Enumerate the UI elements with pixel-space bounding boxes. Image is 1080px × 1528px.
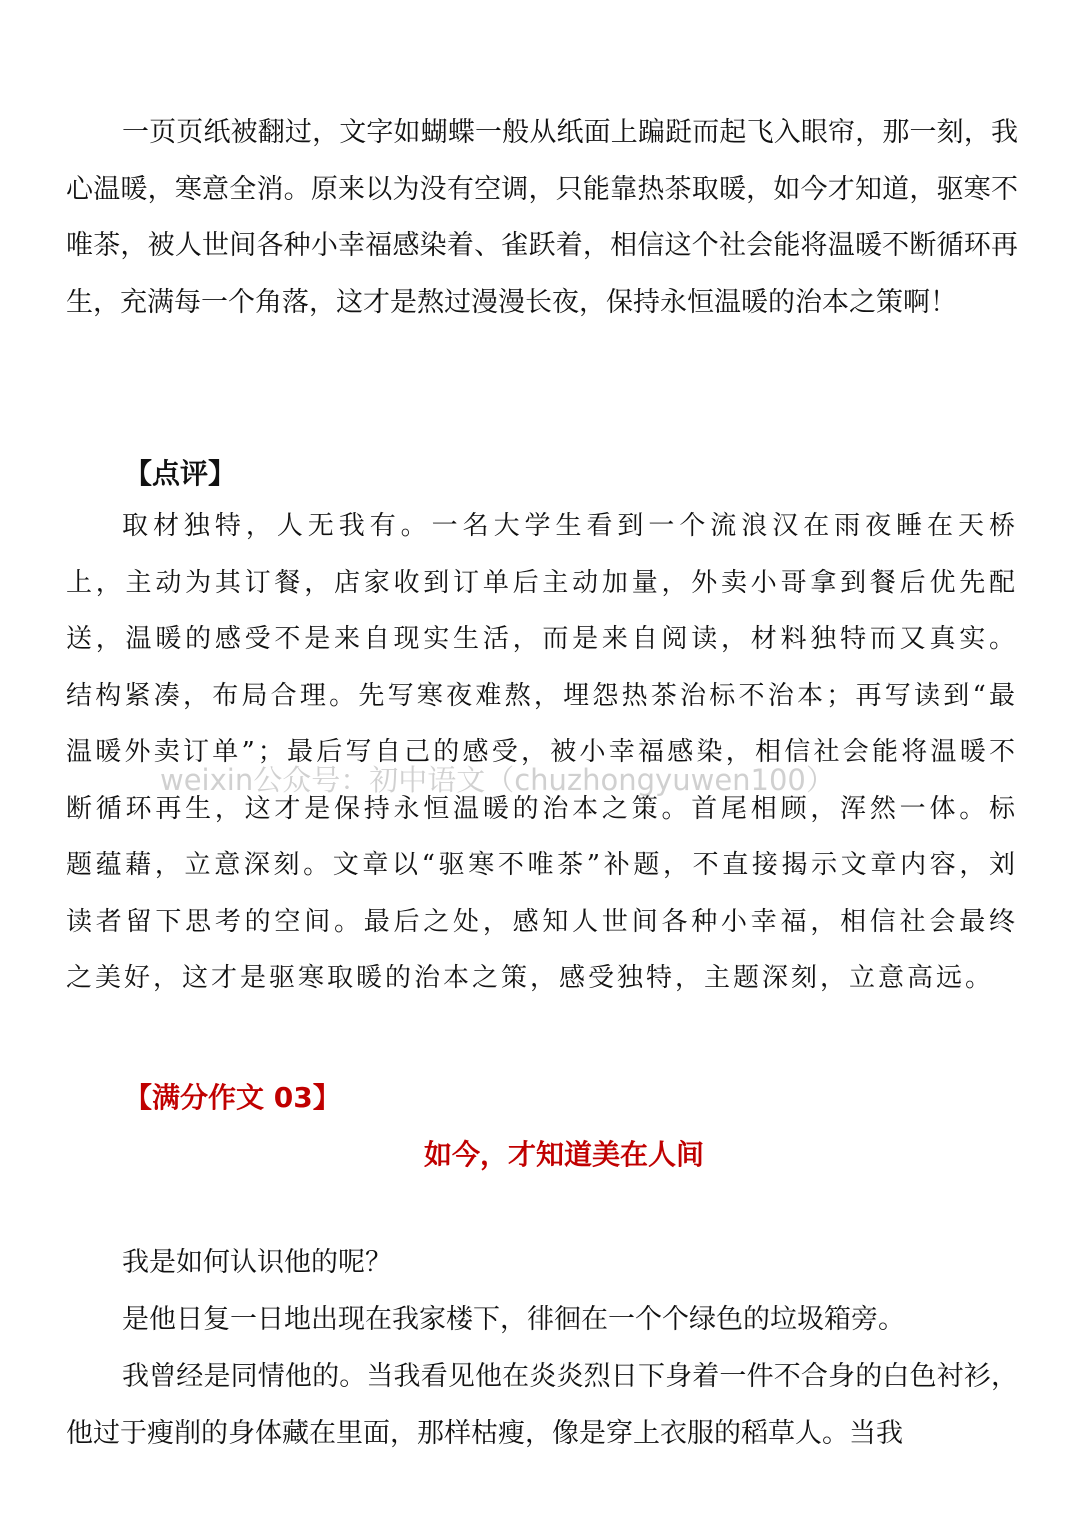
essay-closing-paragraph: 一页页纸被翻过，文字如蝴蝶一般从纸面上蹁跹而起飞入眼帘，那一刻，我心温暖，寒意全消。原来以为没有空调，只能靠热茶取暖，如今才知道，驱寒不唯茶，被人世间各种小幸福感染着、雀跃着，相信这个社会能将温暖不断循环再生，充满每一个角落，这才是熬过漫漫长夜，保持永恒温暖的治本之策啊！ bbox=[66, 117, 1018, 318]
essay-paragraph-3: 我曾经是同情他的。当我看见他在炎炎烈日下身着一件不合身的白色衬衫，他过于瘦削的身体藏在里面，那样枯瘦，像是穿上衣服的稻草人。当我 bbox=[66, 1361, 1018, 1449]
essay-label: 【满分作文 03】 bbox=[124, 1081, 341, 1114]
watermark: weixin公众号：初中语文（chuzhongyuwen100） bbox=[160, 763, 835, 797]
essay-paragraph-1: 我是如何认识他的呢？ bbox=[122, 1247, 392, 1278]
essay-title: 如今，才知道美在人间 bbox=[424, 1138, 705, 1171]
review-heading: 【点评】 bbox=[124, 457, 237, 490]
review-paragraph: 取材独特，人无我有。一名大学生看到一个流浪汉在雨夜睡在天桥上，主动为其订餐，店家收到订单后主动加量，外卖小哥拿到餐后优先配送，温暖的感受不是来自现实生活，而是来自阅读，材料独特而又真实。结构紧凑，布局合理。先写寒夜难熬，埋怨热茶治标不治本；再写读到“最温暖外卖订单”；最后写自己的感受，被小幸福感染，相信社会能将温暖不断循环再生，这才是保持永恒温暖的治本之策。首尾相顾，浑然一体。标题蕴藉，立意深刻。文章以“驱寒不唯茶”补题，不直接揭示文章内容，刘读者留下思考的空间。最后之处，感知人世间各种小幸福，相信社会最终之美好，这才是驱寒取暖的治本之策，感受独特，主题深刻，立意高远。 bbox=[66, 511, 1018, 993]
essay-paragraph-2: 是他日复一日地出现在我家楼下，徘徊在一个个绿色的垃圾箱旁。 bbox=[122, 1304, 905, 1335]
